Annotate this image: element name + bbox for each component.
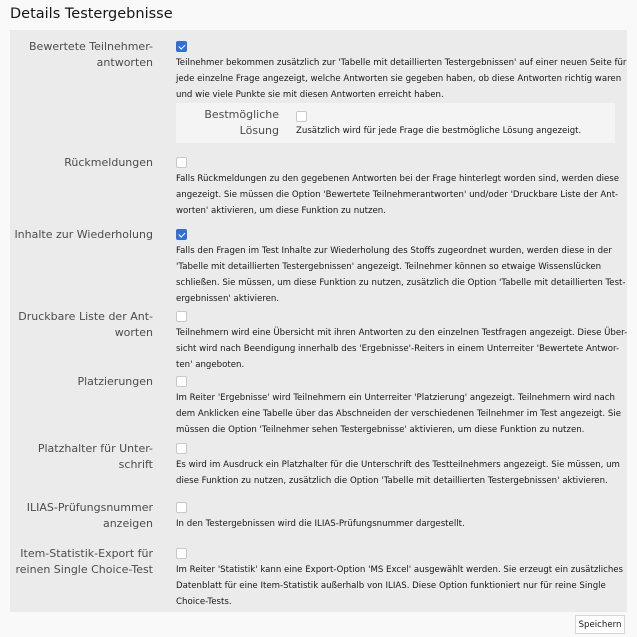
best-solution-description bbox=[296, 123, 606, 139]
signature-placeholder-description bbox=[176, 457, 621, 489]
label-line: Rückmeldungen bbox=[64, 156, 153, 169]
label-line: anzeigen bbox=[102, 517, 153, 530]
exam-number-description bbox=[176, 516, 621, 532]
sub-setting-best-solution bbox=[176, 103, 615, 143]
description-line: ergebnissen' aktivieren. bbox=[176, 294, 280, 304]
printable-answer-list-description bbox=[176, 325, 628, 373]
graded-answers-label bbox=[3, 39, 153, 71]
description-line: Falls den Fragen im Test Inhalte zur Wiederholung des Stoffs zugeordnet wurden, werden diese in der bbox=[176, 246, 612, 256]
rankings-checkbox[interactable] bbox=[176, 376, 187, 387]
item-statistic-export-description bbox=[176, 562, 624, 610]
description-line: Im Reiter 'Ergebnisse' wird Teilnehmern ein Unterreiter 'Platzierung' angezeigt. Teilnehmern wird nach bbox=[176, 393, 615, 403]
best-solution-checkbox[interactable] bbox=[296, 111, 307, 122]
label-line: Item-Statistik-Export für bbox=[20, 547, 153, 560]
description-line: und wie viele Punkte sie mit diesen Antworten erreicht haben. bbox=[176, 90, 444, 100]
description-line: angezeigt. Sie müssen die Option 'Bewertete Teilnehmerantworten' und/oder 'Druckbare Liste der Ant- bbox=[176, 190, 619, 200]
best-solution-label bbox=[179, 107, 279, 139]
printable-answer-list-label bbox=[3, 309, 153, 341]
exam-number-checkbox[interactable] bbox=[176, 502, 187, 513]
description-line: Teilnehmern wird eine Übersicht mit ihren Antworten zu den einzelnen Testfragen angezeigt. Diese Über- bbox=[176, 328, 628, 338]
feedback-label bbox=[3, 155, 153, 171]
description-line: schließen. Sie müssen, um diese Funktion zu nutzen, zusätzlich die Option 'Tabelle mit detaillierten Test- bbox=[176, 278, 626, 288]
label-line: Lösung bbox=[239, 124, 279, 137]
description-line: diese Funktion zu nutzen, zusätzlich die Option 'Tabelle mit detaillierten Testergebnissen' aktivieren. bbox=[176, 476, 608, 486]
label-line: Bewertete Teilnehmer- bbox=[29, 40, 153, 53]
description-line: In den Testergebnissen wird die ILIAS-Prüfungsnummer dargestellt. bbox=[176, 519, 465, 529]
description-line: Im Reiter 'Statistik' kann eine Export-Option 'MS Excel' ausgewählt werden. Sie erzeugt ein zusätzliches bbox=[176, 565, 624, 575]
description-line: müssen die Option 'Teilnehmer sehen Testergebnisse' aktivieren, um diese Funktion zu nutzen. bbox=[176, 425, 585, 435]
feedback-checkbox[interactable] bbox=[176, 157, 187, 168]
feedback-description bbox=[176, 171, 621, 219]
description-line: Falls Rückmeldungen zu den gegebenen Antworten bei der Frage hinterlegt worden sind, werden diese bbox=[176, 174, 620, 184]
rankings-description bbox=[176, 390, 621, 438]
repetition-content-checkbox[interactable] bbox=[176, 229, 187, 240]
description-line: Es wird im Ausdruck ein Platzhalter für die Unterschrift des Testteilnehmers angezeigt. Sie müssen, um bbox=[176, 460, 620, 470]
rankings-label bbox=[3, 374, 153, 390]
label-line: Druckbare Liste der Ant- bbox=[18, 310, 153, 323]
save-button[interactable]: Speichern bbox=[575, 615, 625, 634]
settings-panel bbox=[10, 30, 627, 612]
description-line: Datenblatt für eine Item-Statistik außerhalb von ILIAS. Diese Option funktioniert nur für reine Single bbox=[176, 581, 606, 591]
label-line: schrift bbox=[118, 458, 153, 471]
description-line: ten' angeboten. bbox=[176, 360, 245, 370]
item-statistic-export-checkbox[interactable] bbox=[176, 548, 187, 559]
description-line: sicht wird nach Beendigung innerhalb des 'Ergebnisse'-Reiters in einem Unterreiter 'Bewertete Antwor- bbox=[176, 344, 620, 354]
label-line: reinen Single Choice-Test bbox=[15, 563, 153, 576]
description-line: 'Tabelle mit detaillierten Testergebnissen' angezeigt. Teilnehmer können so etwaige Wissenslücken bbox=[176, 262, 602, 272]
label-line: ILIAS-Prüfungsnummer bbox=[26, 501, 153, 514]
label-line: Bestmögliche bbox=[204, 108, 279, 121]
description-line: dem Anklicken eine Tabelle über das Abschneiden der verschiedenen Teilnehmer im Test angezeigt. Sie bbox=[176, 409, 622, 419]
signature-placeholder-label bbox=[3, 441, 153, 473]
repetition-content-description bbox=[176, 243, 626, 307]
section-title: Details Testergebnisse bbox=[10, 6, 173, 22]
description-line: Zusätzlich wird für jede Frage die bestmögliche Lösung angezeigt. bbox=[296, 126, 582, 136]
description-line: Teilnehmer bekommen zusätzlich zur 'Tabelle mit detaillierten Testergebnissen' auf einer neuen Seite für bbox=[176, 58, 627, 68]
exam-number-label bbox=[3, 500, 153, 532]
graded-answers-description bbox=[176, 55, 627, 103]
label-line: Platzierungen bbox=[77, 375, 153, 388]
item-statistic-export-label bbox=[3, 546, 153, 578]
description-line: Choice-Tests. bbox=[176, 597, 232, 607]
repetition-content-label bbox=[3, 227, 153, 243]
description-line: jede einzelne Frage angezeigt, welche Antworten sie gegeben haben, ob diese Antworten richtig waren bbox=[176, 74, 622, 84]
label-line: Inhalte zur Wiederholung bbox=[14, 228, 153, 241]
signature-placeholder-checkbox[interactable] bbox=[176, 443, 187, 454]
description-line: worten' aktivieren, um diese Funktion zu nutzen. bbox=[176, 206, 386, 216]
label-line: worten bbox=[114, 326, 153, 339]
label-line: antworten bbox=[96, 56, 153, 69]
graded-answers-checkbox[interactable] bbox=[176, 41, 187, 52]
printable-answer-list-checkbox[interactable] bbox=[176, 311, 187, 322]
label-line: Platzhalter für Unter- bbox=[37, 442, 153, 455]
